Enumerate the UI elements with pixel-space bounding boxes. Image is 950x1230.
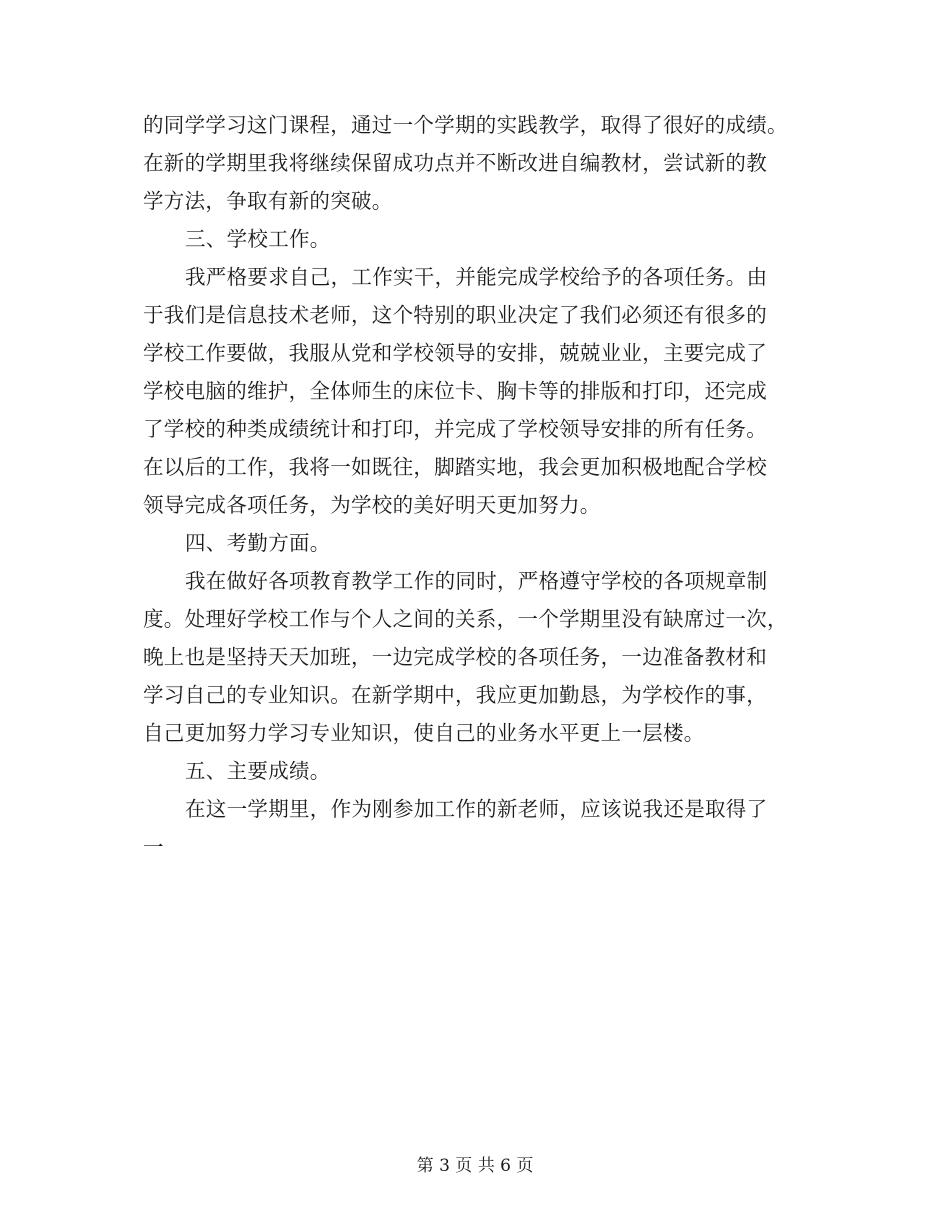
text-line: 自己更加努力学习专业知识，使自己的业务水平更上一层楼。: [143, 721, 705, 745]
document-body: [143, 106, 809, 866]
text-line: 领导完成各项任务，为学校的美好明天更加努力。: [143, 493, 601, 517]
text-line: 学校工作要做，我服从党和学校领导的安排，兢兢业业，主要完成了: [143, 341, 767, 365]
section-heading: 三、学校工作。: [185, 227, 331, 251]
page-number-footer: 第 3 页 共 6 页: [416, 1156, 534, 1176]
text-line: 学习自己的专业知识。在新学期中，我应更加勤恳，为学校作的事，: [143, 683, 767, 707]
text-line: 我在做好各项教育教学工作的同时，严格遵守学校的各项规章制: [185, 569, 768, 593]
text-line: 一: [143, 835, 164, 859]
text-line: 度。处理好学校工作与个人之间的关系，一个学期里没有缺席过一次，: [143, 607, 788, 631]
text-line: 了学校的种类成绩统计和打印，并完成了学校领导安排的所有任务。: [143, 417, 767, 441]
text-line: 于我们是信息技术老师，这个特别的职业决定了我们必须还有很多的: [143, 303, 767, 327]
text-line: 在以后的工作，我将一如既往，脚踏实地，我会更加积极地配合学校: [143, 455, 767, 479]
text-line: 在新的学期里我将继续保留成功点并不断改进自编教材，尝试新的教: [143, 151, 767, 175]
text-line: 在这一学期里，作为刚参加工作的新老师，应该说我还是取得了: [185, 797, 768, 821]
text-line: 的同学学习这门课程，通过一个学期的实践教学，取得了很好的成绩。: [143, 113, 788, 137]
text-line: 学方法，争取有新的突破。: [143, 189, 393, 213]
section-heading: 四、考勤方面。: [185, 531, 331, 555]
text-line: 学校电脑的维护，全体师生的床位卡、胸卡等的排版和打印，还完成: [143, 379, 767, 403]
text-line: 我严格要求自己，工作实干，并能完成学校给予的各项任务。由: [185, 265, 768, 289]
text-line: 晚上也是坚持天天加班，一边完成学校的各项任务，一边准备教材和: [143, 645, 767, 669]
section-heading: 五、主要成绩。: [185, 759, 331, 783]
